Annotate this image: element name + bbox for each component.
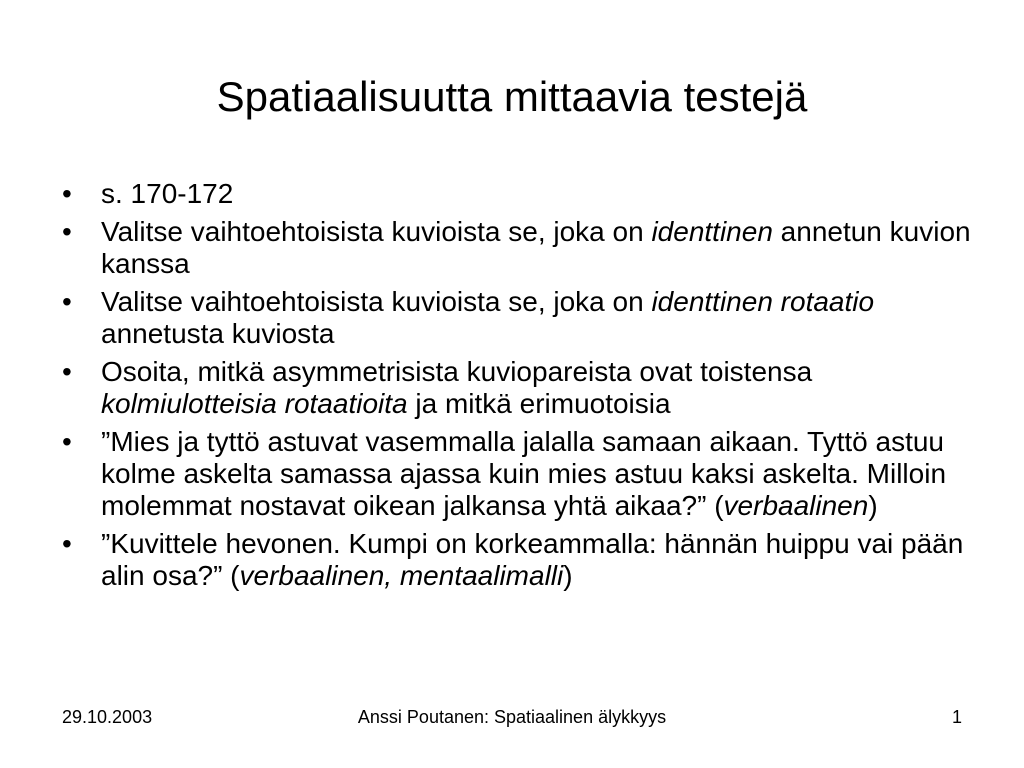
- bullet-text: ”Mies ja tyttö astuvat vasemmalla jalalla samaan aikaan. Tyttö astuu kolme askelta samassa ajassa kuin mies astuu kaksi askelta. Milloin molemmat nostavat oikean jalkansa yhtä aikaa?” (verbaalinen): [101, 426, 947, 521]
- emphasis-text: identtinen rotaatio: [651, 286, 875, 317]
- bullet-item: [62, 216, 982, 280]
- bullet-icon: •: [62, 528, 72, 559]
- emphasis-text: kolmiulotteisia rotaatioita: [101, 388, 408, 419]
- bullet-text: ”Kuvittele hevonen. Kumpi on korkeammalla: hännän huippu vai pään alin osa?” (verbaalinen, mentaalimalli): [101, 528, 964, 591]
- footer-page-number: 1: [951, 707, 962, 727]
- emphasis-text: identtinen: [651, 216, 773, 247]
- bullet-icon: •: [62, 178, 72, 209]
- bullet-item: [62, 528, 982, 592]
- bullet-list: [62, 178, 982, 598]
- bullet-item: [62, 356, 982, 420]
- bullet-text: Valitse vaihtoehtoisista kuvioista se, joka on identtinen rotaatio annetusta kuviosta: [101, 286, 875, 349]
- footer-presentation-title: Anssi Poutanen: Spatiaalinen älykkyys: [357, 707, 667, 727]
- bullet-item: [62, 426, 982, 522]
- footer-date: 29.10.2003: [62, 707, 153, 727]
- emphasis-text: verbaalinen, mentaalimalli: [239, 560, 564, 591]
- bullet-icon: •: [62, 216, 72, 247]
- bullet-icon: •: [62, 356, 72, 387]
- bullet-item: [62, 286, 982, 350]
- bullet-icon: •: [62, 426, 72, 457]
- emphasis-text: verbaalinen: [723, 490, 869, 521]
- slide-title: Spatiaalisuutta mittaavia testejä: [216, 73, 808, 120]
- bullet-text: s. 170-172: [101, 178, 234, 209]
- bullet-icon: •: [62, 286, 72, 317]
- bullet-text: Osoita, mitkä asymmetrisista kuviopareista ovat toistensa kolmiulotteisia rotaatioita ja mitkä erimuotoisia: [101, 356, 813, 419]
- bullet-item: [62, 178, 982, 210]
- bullet-text: Valitse vaihtoehtoisista kuvioista se, joka on identtinen annetun kuvion kanssa: [101, 216, 971, 279]
